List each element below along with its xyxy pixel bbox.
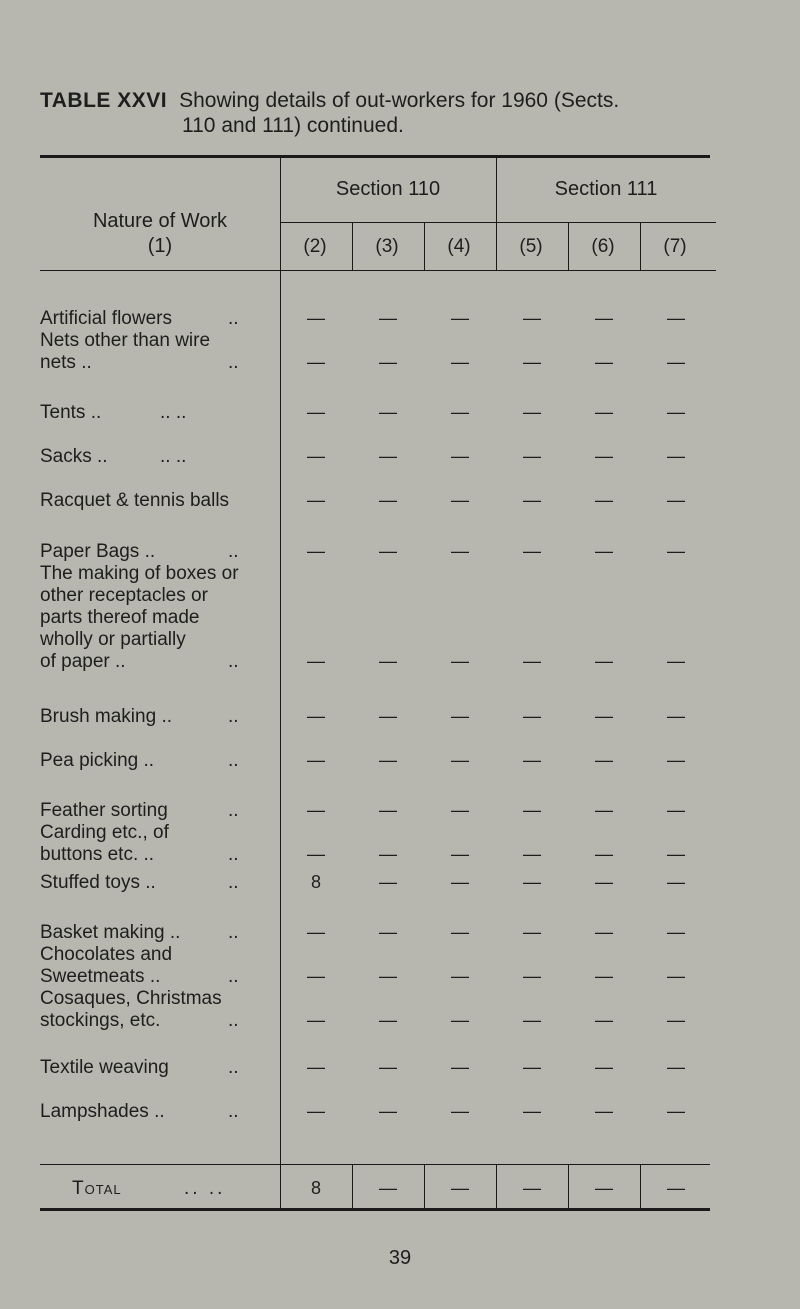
table-cell: — — [307, 706, 325, 726]
table-cell: — — [307, 1101, 325, 1121]
table-cell: — — [667, 352, 685, 372]
total-cell: — — [379, 1178, 397, 1198]
col-divider — [424, 222, 425, 270]
table-cell: — — [379, 922, 397, 942]
total-dots: .. .. — [184, 1178, 226, 1199]
table-cell: — — [379, 490, 397, 510]
row-dots: .. .. — [160, 446, 187, 467]
table-cell: — — [379, 352, 397, 372]
table-cell: — — [379, 446, 397, 466]
col-divider — [352, 222, 353, 270]
col-divider — [640, 222, 641, 270]
table-cell: — — [667, 922, 685, 942]
total-col-divider — [352, 1164, 353, 1208]
table-cell: — — [307, 922, 325, 942]
row-label: Tents .. — [40, 402, 102, 423]
table-cell: — — [523, 308, 541, 328]
row-label: Carding etc., of buttons etc. .. — [40, 822, 169, 865]
table-cell: — — [523, 750, 541, 770]
row-label: Lampshades .. — [40, 1101, 165, 1122]
row-label: Feather sorting — [40, 800, 168, 821]
table-cell: — — [523, 541, 541, 561]
table-cell: — — [451, 750, 469, 770]
table-cell: — — [307, 800, 325, 820]
row-dots: .. — [228, 844, 239, 865]
table-cell: — — [379, 1101, 397, 1121]
table-cell: — — [379, 706, 397, 726]
row-label: Racquet & tennis balls — [40, 490, 230, 511]
table-title — [40, 88, 760, 138]
table-bottom-rule — [40, 1208, 710, 1211]
table-cell: — — [523, 651, 541, 671]
table-cell: — — [379, 402, 397, 422]
row-label: Basket making .. — [40, 922, 181, 943]
table-cell: — — [595, 402, 613, 422]
table-cell: — — [451, 1101, 469, 1121]
table-cell: — — [523, 966, 541, 986]
total-col-divider — [568, 1164, 569, 1208]
table-cell: — — [595, 844, 613, 864]
row-dots: .. — [228, 706, 239, 727]
table-cell: — — [667, 490, 685, 510]
table-cell: — — [379, 651, 397, 671]
table-cell: — — [379, 800, 397, 820]
table-cell: — — [451, 651, 469, 671]
row-label: The making of boxes or other receptacles or parts thereof made wholly or partially of paper .. — [40, 563, 239, 672]
table-cell: — — [451, 844, 469, 864]
table-cell: — — [595, 1010, 613, 1030]
table-cell: — — [667, 402, 685, 422]
table-cell: — — [595, 541, 613, 561]
table-cell: — — [523, 922, 541, 942]
table-cell: — — [595, 651, 613, 671]
table-cell: — — [451, 800, 469, 820]
table-cell: — — [523, 844, 541, 864]
table-cell: — — [451, 402, 469, 422]
table-cell: — — [523, 1101, 541, 1121]
total-cell: 8 — [310, 1178, 321, 1198]
row-dots: .. — [228, 922, 239, 943]
table-cell: — — [451, 966, 469, 986]
table-cell: — — [307, 308, 325, 328]
row-label: Textile weaving — [40, 1057, 169, 1078]
table-cell: — — [595, 922, 613, 942]
col-6-header: (6) — [591, 236, 615, 257]
section-111-header: Section 111 — [554, 178, 658, 200]
table-cell: — — [379, 1010, 397, 1030]
total-cell: — — [595, 1178, 613, 1198]
table-cell: — — [595, 490, 613, 510]
table-cell: — — [307, 1057, 325, 1077]
section-110-header: Section 110 — [335, 178, 441, 200]
col-divider — [568, 222, 569, 270]
table-cell: — — [523, 1057, 541, 1077]
table-cell: — — [667, 308, 685, 328]
table-cell: — — [307, 541, 325, 561]
table-cell: — — [667, 872, 685, 892]
row-label: Brush making .. — [40, 706, 172, 727]
table-number: TABLE XXVI — [40, 89, 168, 112]
row-dots: .. — [228, 651, 239, 672]
table-cell: — — [595, 872, 613, 892]
table-cell: — — [523, 1010, 541, 1030]
table-cell: — — [595, 800, 613, 820]
total-label: Total — [72, 1178, 122, 1199]
row-label: Sacks .. — [40, 446, 108, 467]
table-cell: — — [667, 966, 685, 986]
row-label: Artificial flowers — [40, 308, 172, 329]
table-cell: — — [451, 1010, 469, 1030]
table-cell: — — [595, 352, 613, 372]
total-col-divider — [640, 1164, 641, 1208]
table-cell: — — [595, 966, 613, 986]
row-dots: .. — [228, 1101, 239, 1122]
table-cell: — — [667, 1010, 685, 1030]
total-cell: — — [451, 1178, 469, 1198]
table-cell: — — [451, 706, 469, 726]
total-col-divider — [496, 1164, 497, 1208]
row-label: Pea picking .. — [40, 750, 155, 771]
row-dots: .. — [228, 872, 239, 893]
table-cell: — — [451, 541, 469, 561]
row-dots: .. — [228, 541, 239, 562]
table-cell: — — [451, 1057, 469, 1077]
table-cell: — — [307, 651, 325, 671]
table-cell: — — [667, 541, 685, 561]
table-cell: — — [595, 706, 613, 726]
table-cell: — — [667, 446, 685, 466]
table-cell: — — [451, 922, 469, 942]
nature-col-number: (1) — [147, 235, 173, 257]
table-cell: — — [451, 352, 469, 372]
row-dots: .. — [228, 308, 239, 329]
table-cell: — — [667, 651, 685, 671]
table-cell: — — [379, 966, 397, 986]
table-cell: — — [379, 750, 397, 770]
col-5-header: (5) — [519, 236, 543, 257]
row-label: Chocolates and Sweetmeats .. — [40, 944, 173, 987]
total-cell: — — [667, 1178, 685, 1198]
header-bottom-rule — [40, 270, 716, 271]
table-cell: — — [523, 402, 541, 422]
table-cell: — — [379, 1057, 397, 1077]
table-cell: — — [667, 1101, 685, 1121]
table-cell: — — [451, 446, 469, 466]
col-2-header: (2) — [303, 236, 327, 257]
table-cell: — — [595, 1057, 613, 1077]
table-cell: 8 — [310, 872, 321, 892]
col-3-header: (3) — [375, 236, 399, 257]
table-cell: — — [379, 308, 397, 328]
row-label: Nets other than wire nets .. — [40, 330, 211, 373]
col-7-header: (7) — [663, 236, 687, 257]
total-top-rule — [40, 1164, 710, 1165]
table-cell: — — [451, 872, 469, 892]
table-cell: — — [307, 966, 325, 986]
table-cell: — — [667, 844, 685, 864]
table-cell: — — [307, 490, 325, 510]
table-cell: — — [451, 308, 469, 328]
table-top-rule — [40, 155, 710, 158]
table-cell: — — [595, 446, 613, 466]
table-cell: — — [523, 706, 541, 726]
row-label: Stuffed toys .. — [40, 872, 156, 893]
table-cell: — — [307, 750, 325, 770]
table-cell: — — [595, 1101, 613, 1121]
table-cell: — — [595, 750, 613, 770]
table-cell: — — [595, 308, 613, 328]
nature-of-work-header: Nature of Work — [92, 210, 228, 232]
table-cell: — — [379, 872, 397, 892]
table-cell: — — [307, 1010, 325, 1030]
section-subheader-rule — [280, 222, 716, 223]
row-dots: .. — [228, 352, 239, 373]
table-cell: — — [379, 541, 397, 561]
row-label: Cosaques, Christmas stockings, etc. — [40, 988, 222, 1031]
table-cell: — — [667, 706, 685, 726]
total-col-divider — [424, 1164, 425, 1208]
row-dots: .. .. — [160, 402, 187, 423]
row-dots: .. — [228, 750, 239, 771]
page-number: 39 — [388, 1247, 412, 1269]
table-cell: — — [307, 352, 325, 372]
table-cell: — — [667, 800, 685, 820]
table-cell: — — [667, 1057, 685, 1077]
table-cell: — — [379, 844, 397, 864]
table-cell: — — [667, 750, 685, 770]
row-label: Paper Bags .. — [40, 541, 156, 562]
row-dots: .. — [228, 800, 239, 821]
table-cell: — — [523, 490, 541, 510]
col-4-header: (4) — [447, 236, 471, 257]
table-cell: — — [451, 490, 469, 510]
total-cell: — — [523, 1178, 541, 1198]
row-dots: .. — [228, 1010, 239, 1031]
table-cell: — — [523, 800, 541, 820]
table-cell: — — [523, 446, 541, 466]
row-dots: .. — [228, 966, 239, 987]
table-cell: — — [523, 352, 541, 372]
title-line-2: 110 and 111) continued. — [182, 114, 404, 137]
title-line-1: Showing details of out-workers for 1960 (Sects. — [179, 89, 620, 112]
table-cell: — — [307, 402, 325, 422]
table-cell: — — [307, 446, 325, 466]
table-cell: — — [307, 844, 325, 864]
table-cell: — — [523, 872, 541, 892]
row-dots: .. — [228, 1057, 239, 1078]
col-divider — [496, 158, 497, 271]
